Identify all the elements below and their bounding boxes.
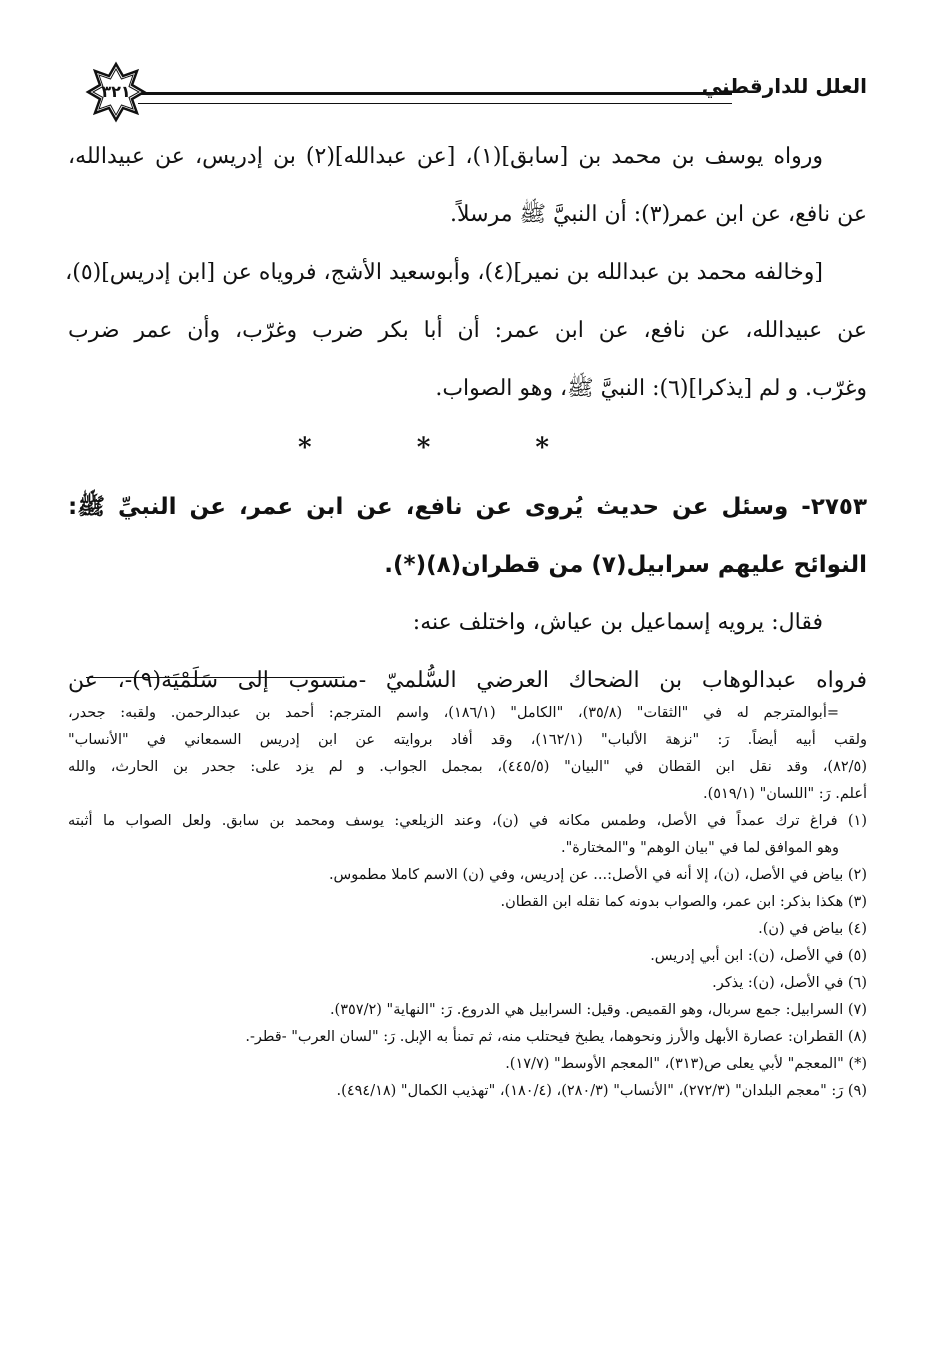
footnote-line: وهو الموافق لما في "بيان الوهم" و"المختارة". xyxy=(561,840,839,856)
footnote-line: (٥) في الأصل، (ن): ابن أبي إدريس. xyxy=(650,948,867,964)
footnote-line: (٨) القطران: عصارة الأبهل والأرز ونحوهما، يطبخ فيحتلب منه، ثم تمنأ به الإبل. رَ: "لسان العرب" -قطر-. xyxy=(245,1029,867,1045)
footnotes xyxy=(68,700,867,1105)
footnote-line: (٧) السرابيل: جمع سربال، وهو القميص. وقيل: السرابيل هي الدروع. رَ: "النهاية" (٣٥٧/٢). xyxy=(329,1002,867,1018)
footnote-line: أعلم. رَ: "اللسان" (٥١٩/١). xyxy=(702,786,867,802)
page-number: ٣٢١ xyxy=(101,82,131,101)
footnote-separator xyxy=(86,677,342,678)
footnote-line: (٦) في الأصل، (ن): يذكر. xyxy=(712,975,867,991)
footnote-line: (*) "المعجم" لأبي يعلى ص(٣١٣)، "المعجم الأوسط" (١٧/٧). xyxy=(505,1056,867,1072)
text-line: عن عبيدالله، عن نافع، عن ابن عمر: أن أبا بكر ضرب وغرّب، وأن عمر ضرب xyxy=(68,318,867,343)
page-header xyxy=(86,62,867,118)
text-line: [وخالفه محمد بن عبدالله بن نمير](٤)، وأبوسعيد الأشج، فروياه عن [ابن إدريس](٥)، xyxy=(65,260,823,285)
footnote-line: (١) فراغ ترك عمداً في الأصل، وطمس مكانه في (ن)، وعند الزيلعي: يوسف ومحمد بن سابق. ولعل الصواب ما أثبته xyxy=(68,813,867,829)
footnote-line: (٤) بياض في (ن). xyxy=(758,921,867,937)
page-number-badge xyxy=(86,62,146,122)
footnote-line: (٢) بياض في الأصل، (ن)، إلا أنه في الأصل:... عن إدريس، وفي (ن) الاسم كاملا مطموس. xyxy=(328,867,867,883)
main-text xyxy=(65,128,868,710)
text-line: ورواه يوسف بن محمد بن [سابق](١)، [عن عبدالله](٢) بن إدريس، عن عبيدالله، xyxy=(68,144,823,169)
footnote-line: (٣) هكذا بذكر: ابن عمر، والصواب بدونه كما نقله ابن القطان. xyxy=(500,894,867,910)
answer-line: فرواه عبدالوهاب بن الضحاك العرضي السُّلميّ -منسوب إلى سَلَمْيَة(٩)-، عن xyxy=(68,668,868,693)
header-rule xyxy=(138,92,732,104)
book-title: العلل للدارقطني xyxy=(701,74,867,98)
footnote-line: =أبوالمترجم له في "الثقات" (٣٥/٨)، "الكامل" (١٨٦/١)، واسم المترجم: أحمد بن عبدالرحمن. ولقبه: جحدر، xyxy=(68,705,840,721)
answer-line: فقال: يرويه إسماعيل بن عياش، واختلف عنه: xyxy=(412,610,823,635)
text-line: وغرّب. و لم [يذكرا](٦): النبيَّ ﷺ، وهو الصواب. xyxy=(435,376,867,401)
hadith-heading-line: النوائح عليهم سرابيل(٧) من قطران(٨)(*). xyxy=(384,552,867,578)
footnote-line: (٩) رَ: "معجم البلدان" (٢٧٢/٣)، "الأنساب" (٢٨٠/٣)، (١٨٠/٤)، "تهذيب الكمال" (٤٩٤/١٨). xyxy=(336,1083,867,1099)
text-line: عن نافع، عن ابن عمر(٣): أن النبيَّ ﷺ مرسلاً. xyxy=(450,202,867,227)
footnote-line: (٨٢/٥)، وقد نقل ابن القطان في "البيان" (٤٤٥/٥)، بمجمل الجواب. و لم يزد على: جحدر بن الحارث، والله xyxy=(68,759,867,775)
hadith-heading-line: ٢٧٥٣- وسئل عن حديث يُروى عن نافع، عن ابن عمر، عن النبيِّ ﷺ: xyxy=(68,494,867,520)
section-separator-stars: * * * xyxy=(298,433,597,463)
footnote-line: ولقب أبيه أيضاً. رَ: "نزهة الألباب" (١٦٢/١)، وقد أفاد بروايته عن ابن إدريس السمعاني في "الأنساب" xyxy=(68,732,868,748)
